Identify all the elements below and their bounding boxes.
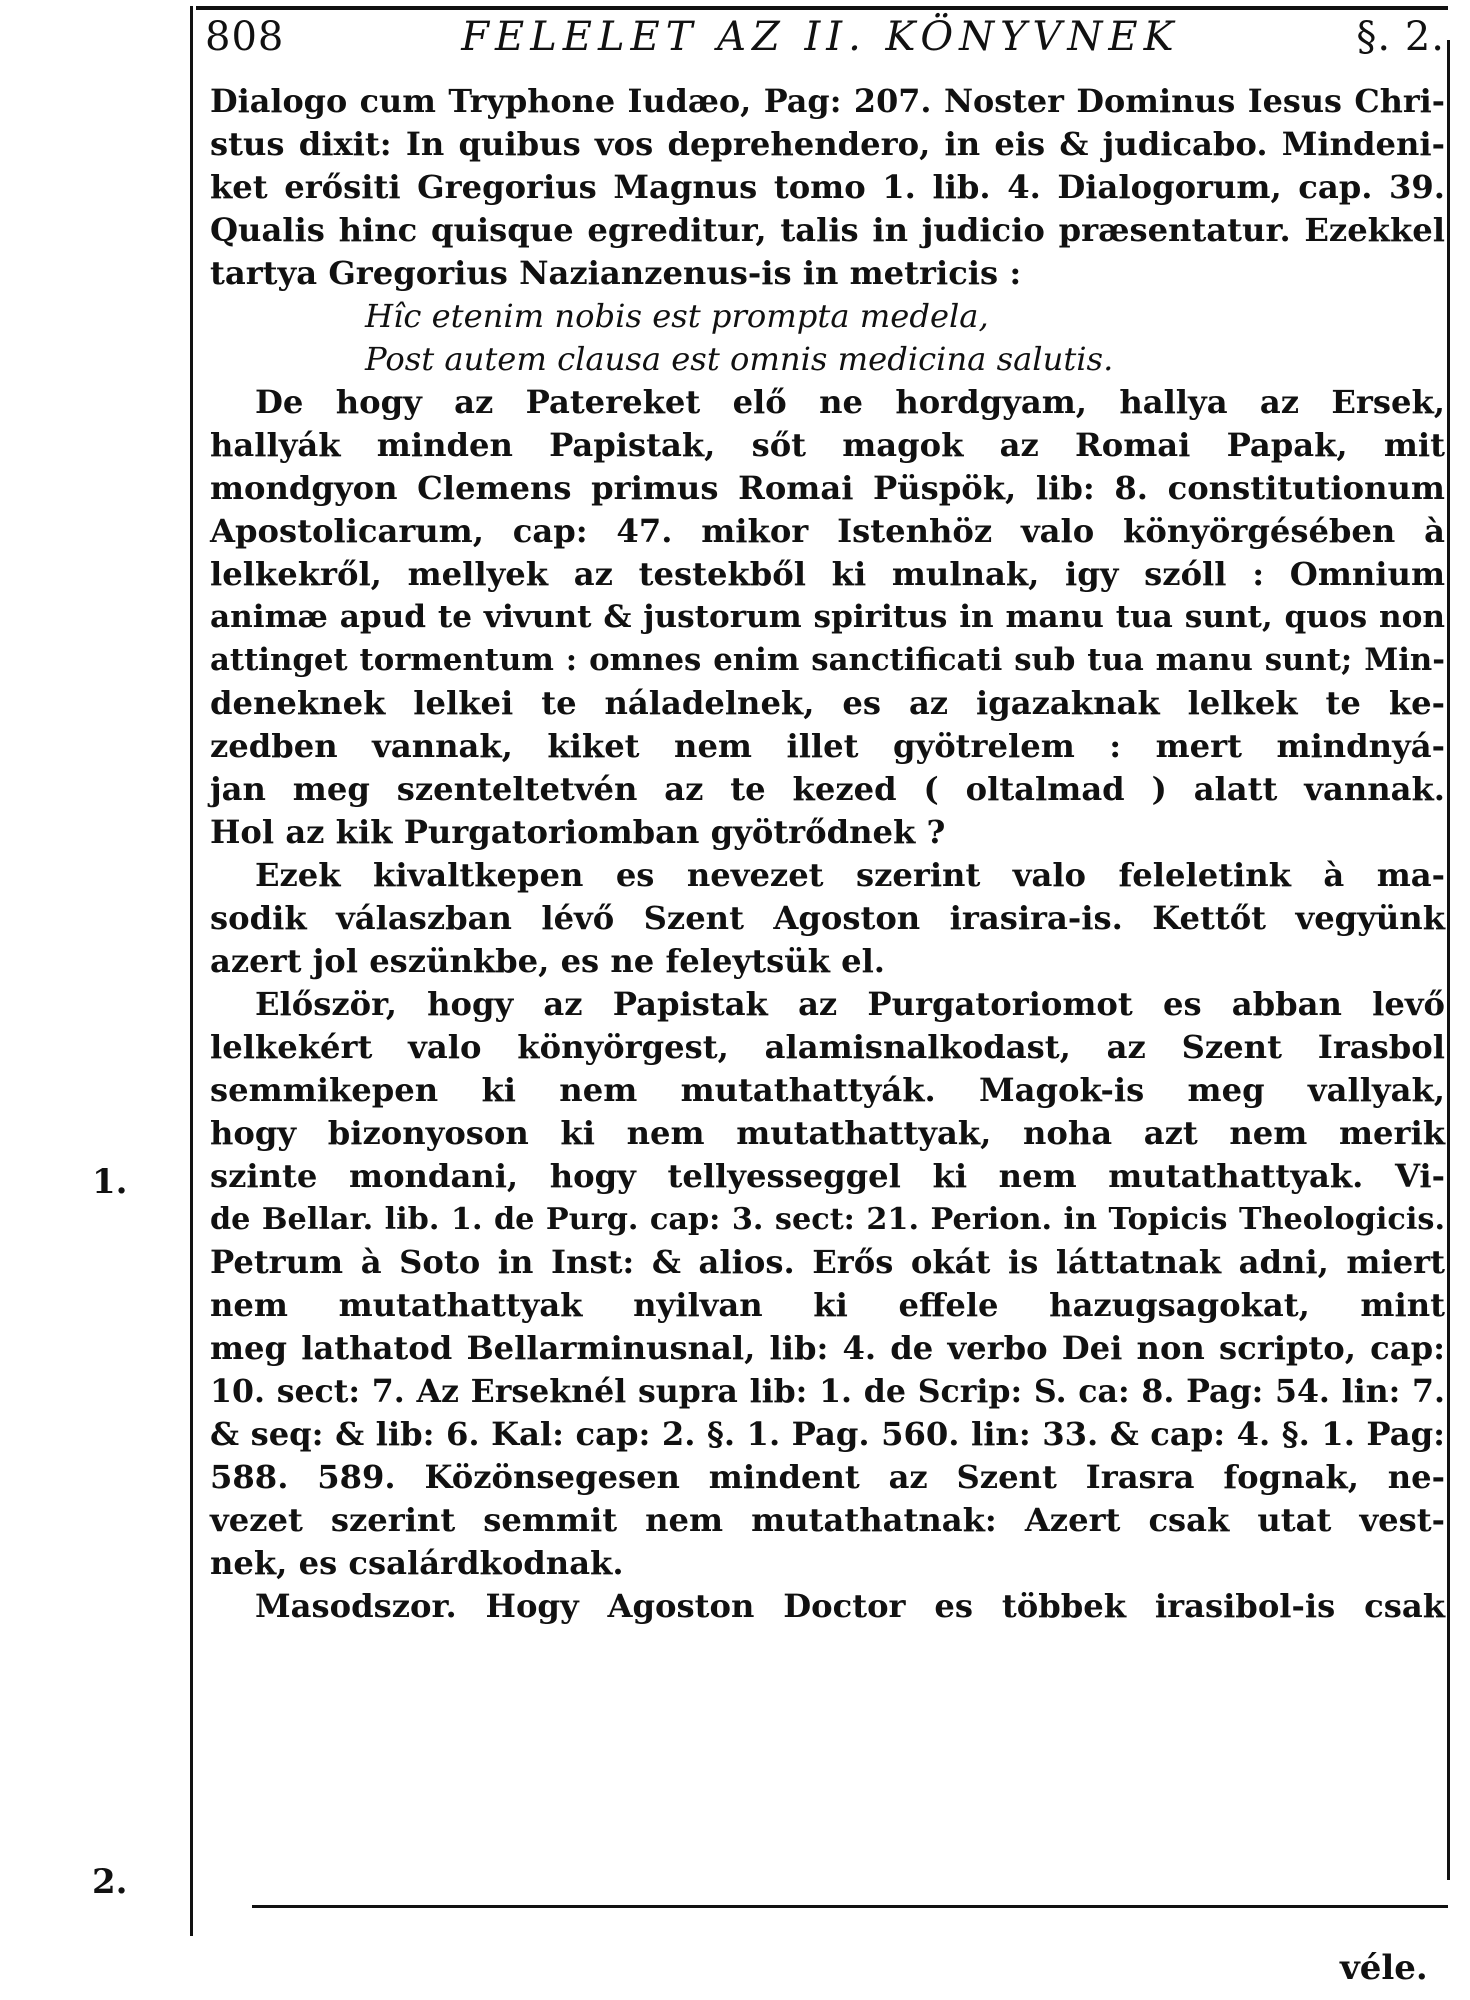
text-line: semmikepen ki nem mutathattyák. Magok-is meg vallyak, bbox=[210, 1071, 1445, 1109]
text-line: Apostolicarum, cap: 47. mikor Istenhöz valo könyörgésében à bbox=[210, 512, 1445, 550]
running-header bbox=[205, 6, 1445, 68]
text-line: tartya Gregorius Nazianzenus-is in metricis : bbox=[210, 254, 1022, 292]
text-line: Először, hogy az Papistak az Purgatoriomot es abban levő bbox=[255, 985, 1445, 1023]
right-rule bbox=[1447, 40, 1450, 1880]
text-line: animæ apud te vivunt & justorum spiritus in manu tua sunt, quos non bbox=[210, 599, 1445, 635]
running-title: FELELET AZ II. KÖNYVNEK bbox=[461, 14, 1180, 60]
text-line: ket erősiti Gregorius Magnus tomo 1. lib. 4. Dialogorum, cap. 39. bbox=[210, 168, 1445, 206]
text-line: de Bellar. lib. 1. de Purg. cap: 3. sect: 21. Perion. in Topicis Theologicis. bbox=[210, 1202, 1445, 1237]
text-line: 588. 589. Közönsegesen mindent az Szent Irasra fognak, ne- bbox=[210, 1458, 1445, 1496]
text-line: sodik válaszban lévő Szent Agoston irasira-is. Kettőt vegyünk bbox=[210, 899, 1445, 937]
text-line: zedben vannak, kiket nem illet gyötrelem : mert mindnyá- bbox=[210, 727, 1445, 765]
margin-number: 1. bbox=[92, 1162, 128, 1202]
body-text bbox=[210, 80, 1445, 1628]
section-mark: §. 2. bbox=[1356, 14, 1445, 60]
left-rule bbox=[190, 6, 193, 1936]
catchword: véle. bbox=[1340, 1948, 1428, 1988]
text-line: azert jol eszünkbe, es ne feleytsük el. bbox=[210, 942, 886, 980]
text-line: deneknek lelkei te náladelnek, es az igazaknak lelkek te ke- bbox=[210, 684, 1445, 722]
text-line: Ezek kivaltkepen es nevezet szerint valo feleletink à ma- bbox=[255, 856, 1445, 894]
text-line: Hol az kik Purgatoriomban gyötrődnek ? bbox=[210, 813, 946, 851]
text-line: & seq: & lib: 6. Kal: cap: 2. §. 1. Pag. 560. lin: 33. & cap: 4. §. 1. Pag: bbox=[210, 1415, 1445, 1453]
text-line: hallyák minden Papistak, sőt magok az Romai Papak, mit bbox=[210, 426, 1445, 464]
text-line: szinte mondani, hogy tellyesseggel ki nem mutathattyak. Vi- bbox=[210, 1157, 1445, 1195]
text-line: Masodszor. Hogy Agoston Doctor es többek irasibol-is csak bbox=[255, 1587, 1445, 1625]
verse-line: Post autem clausa est omnis medicina salutis. bbox=[365, 340, 1114, 378]
text-line: 10. sect: 7. Az Erseknél supra lib: 1. de Scrip: S. ca: 8. Pag: 54. lin: 7. bbox=[210, 1373, 1445, 1410]
margin-number: 2. bbox=[92, 1862, 128, 1902]
text-line: hogy bizonyoson ki nem mutathattyak, noha azt nem merik bbox=[210, 1114, 1445, 1152]
text-line: mondgyon Clemens primus Romai Püspök, lib: 8. constitutionum bbox=[210, 469, 1445, 507]
text-line: Petrum à Soto in Inst: & alios. Erős okát is láttatnak adni, miert bbox=[210, 1243, 1445, 1281]
text-line: vezet szerint semmit nem mutathatnak: Azert csak utat vest- bbox=[210, 1501, 1445, 1539]
text-line: Dialogo cum Tryphone Iudæo, Pag: 207. Noster Dominus Iesus Chri- bbox=[210, 82, 1445, 120]
page-number: 808 bbox=[205, 14, 285, 60]
text-line: nem mutathattyak nyilvan ki effele hazugsagokat, mint bbox=[210, 1286, 1445, 1324]
text-line: Qualis hinc quisque egreditur, talis in judicio præsentatur. Ezekkel bbox=[210, 211, 1445, 249]
text-line: De hogy az Patereket elő ne hordgyam, hallya az Ersek, bbox=[255, 383, 1445, 421]
text-line: lelkekért valo könyörgest, alamisnalkodast, az Szent Irasbol bbox=[210, 1028, 1445, 1066]
text-line: stus dixit: In quibus vos deprehendero, in eis & judicabo. Mindeni- bbox=[210, 125, 1445, 163]
text-line: nek, es csalárdkodnak. bbox=[210, 1544, 624, 1582]
text-line: jan meg szenteltetvén az te kezed ( oltalmad ) alatt vannak. bbox=[210, 770, 1445, 808]
text-line: meg lathatod Bellarminusnal, lib: 4. de verbo Dei non scripto, cap: bbox=[210, 1329, 1445, 1367]
verse-line: Hîc etenim nobis est prompta medela, bbox=[365, 297, 989, 335]
bottom-rule bbox=[252, 1905, 1448, 1908]
text-line: lelkekről, mellyek az testekből ki mulnak, igy szóll : Omnium bbox=[210, 555, 1445, 593]
text-line: attinget tormentum : omnes enim sanctificati sub tua manu sunt; Min- bbox=[210, 642, 1445, 678]
